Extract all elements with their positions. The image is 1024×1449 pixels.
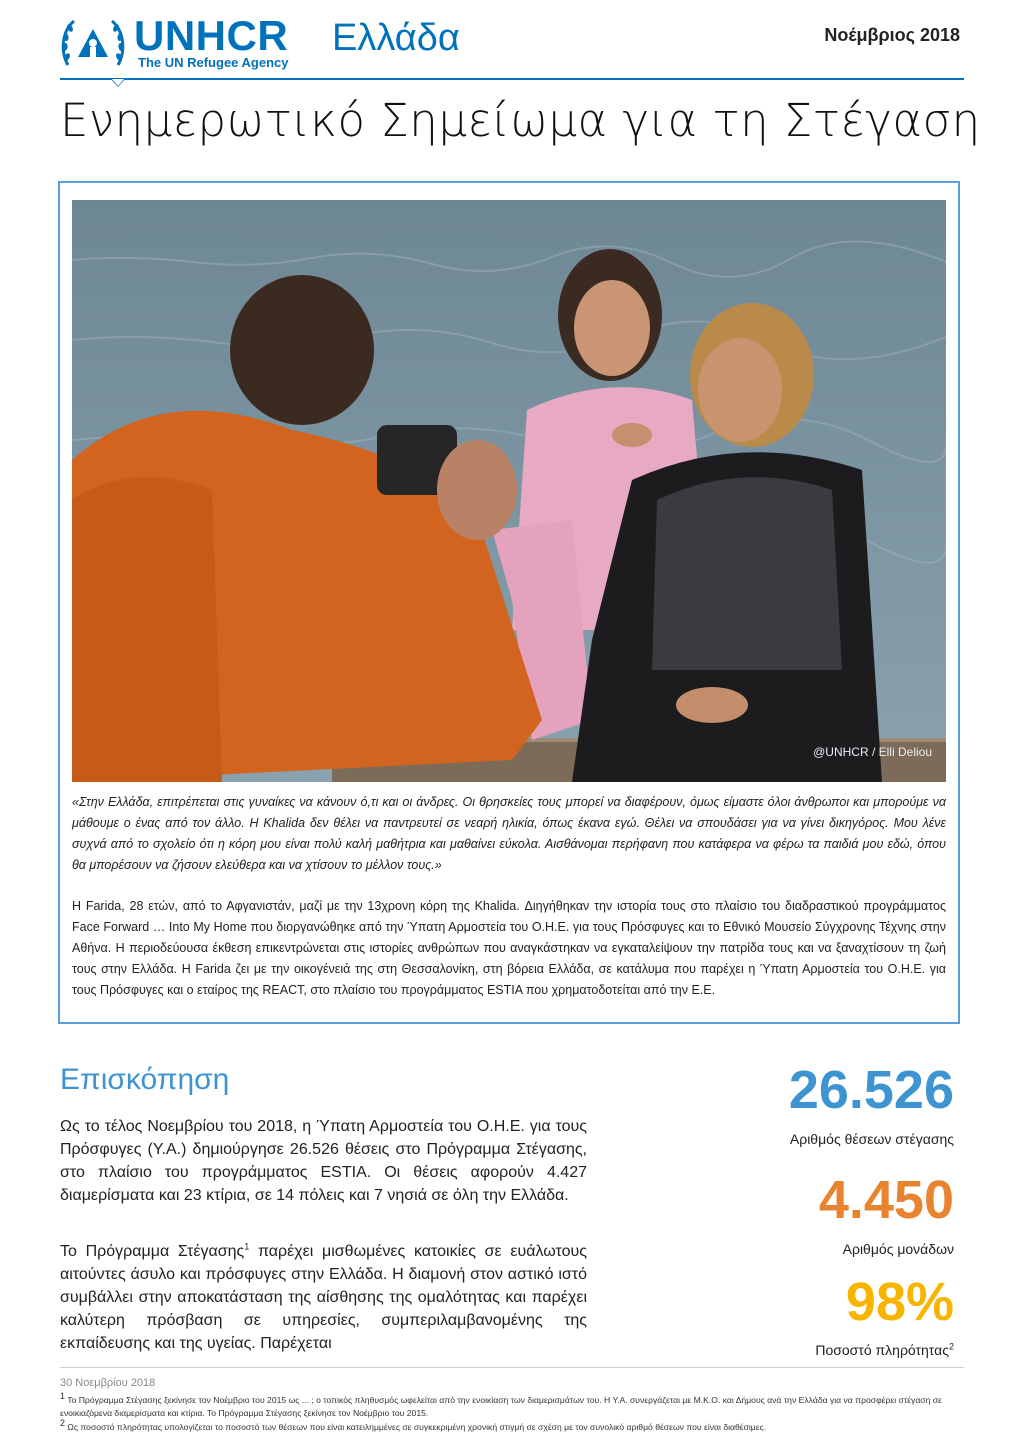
unhcr-emblem-icon bbox=[58, 13, 128, 73]
org-logo-text: UNHCR bbox=[134, 12, 289, 59]
feature-caption: Η Farida, 28 ετών, από το Αφγανιστάν, μαζί με την 13χρονη κόρη της Khalida. Διηγήθηκαν την ιστορία τους στο πλαίσιο του διαδραστικού προγράμματος Face Forward … Into My Home που διοργανώθηκε από την Ύπατη Αρμοστεία του Ο.Η.Ε. για τους Πρόσφυγες και το Εθνικό Μουσείο Σύγχρονης Τέχνης στην Αθήνα. Η περιοδεύουσα έκθεση επικεντρώνεται στις ιστορίες ανθρώπων που αναγκάστηκαν να εγκαταλείψουν την πατρίδα τους και να ξαναχτίσουν τη ζωή τους στην Ελλάδα. Η Farida ζει με την οικογένειά της στη Θεσσαλονίκη, στη βόρεια Ελλάδα, σε κατάλυμα που παρέχει η Ύπατη Αρμοστεία του Ο.Η.Ε. για τους Πρόσφυγες και ο εταίρος της REACT, στο πλαίσιο του προγράμματος ESTIA που χρηματοδοτείται από την Ε.Ε. bbox=[72, 899, 946, 997]
country-label: Ελλάδα bbox=[332, 17, 460, 59]
photo-credit: @UNHCR / Elli Deliou bbox=[813, 745, 932, 759]
footnote-2: $^2$ Ως ποσοστό πληρότητας υπολογίζεται το ποσοστό των θέσεων που είναι κατειλημμένες σε συγκεκριμένη χρονική στιγμή σε σχέση με τον συνολικό αριθμό θέσεων που είναι διαθέσιμες. bbox=[60, 1418, 767, 1432]
stat-label-occupancy: Ποσοστό πληρότητας$^2$ bbox=[815, 1341, 954, 1358]
header-divider bbox=[60, 78, 964, 80]
footnote-1: $^1$ Το Πρόγραμμα Στέγασης ξεκίνησε τον Νοέμβριο του 2015 ως ... ; ο τοπικός πληθυσμός ωφελείται από την ενοικίαση των διαμερισμάτων του. Η Υ.Α. συνεργάζεται με Μ.Κ.Ο. και Δήμους ανά την Ελλάδα για να προσφέρει στέγαση σε ενοικιαζόμενα διαμερίσματα και κτίρια. Το Πρόγραμμα Στέγασης ξεκίνησε τον Νοέμβριο του 2015. bbox=[60, 1391, 942, 1418]
stat-value-places: 26.526 bbox=[788, 1060, 954, 1120]
overview-paragraph: Ως το τέλος Νοεμβρίου του 2018, η Ύπατη Αρμοστεία του Ο.Η.Ε. για τους Πρόσφυγες (Υ.Α.) δημιούργησε 26.526 θέσεις στο Πρόγραμμα Στέγασης, στο πλαίσιο του προγράμματος ESTIA. Οι θέσεις αφορούν 4.427 διαμερίσματα και 23 κτίρια, σε 14 πόλεις και 7 νησιά σε όλη την Ελλάδα. bbox=[60, 1118, 587, 1204]
page-title: Ενημερωτικό Σημείωμα για τη Στέγαση bbox=[60, 94, 981, 147]
stat-value-occupancy: 98% bbox=[845, 1272, 954, 1332]
feature-photo bbox=[72, 200, 946, 782]
stat-label-units: Αριθμός μονάδων bbox=[842, 1241, 954, 1257]
footnote-ref: 1 bbox=[244, 1241, 250, 1252]
footer-divider bbox=[60, 1367, 964, 1368]
footer-date: 30 Νοεμβρίου 2018 bbox=[60, 1377, 156, 1389]
footnote-ref: 2 bbox=[948, 1341, 954, 1352]
section-title-overview: Επισκόπηση bbox=[60, 1063, 230, 1096]
report-month: Νοέμβριος 2018 bbox=[824, 25, 960, 45]
stat-value-units: 4.450 bbox=[818, 1170, 954, 1230]
org-tagline: The UN Refugee Agency bbox=[138, 55, 289, 70]
overview-paragraph: Το Πρόγραμμα Στέγασης$^1$ παρέχει μισθωμένες κατοικίες σε ευάλωτους αιτούντες άσυλο και πρόσφυγες στην Ελλάδα. Η διαμονή στον αστικό ιστό συμβάλλει στην αποκατάσταση της αίσθησης της ομαλότητας και παρέχει καλύτερη πρόσβαση σε υπηρεσίες, συμπεριλαμβανομένης της εκπαίδευσης και της υγείας. Παρέχεται bbox=[60, 1241, 587, 1352]
stat-label-places: Αριθμός θέσεων στέγασης bbox=[789, 1131, 954, 1147]
feature-quote: «Στην Ελλάδα, επιτρέπεται στις γυναίκες να κάνουν ό,τι και οι άνδρες. Οι θρησκείες τους μπορεί να διαφέρουν, όμως είμαστε όλοι άνθρωποι και μπορούμε να μάθουμε ο ένας από τον άλλο. Η Khalida δεν θέλει να παντρευτεί σε νεαρή ηλικία, όπως έκανα εγώ. Θέλει να σπουδάσει για να γίνει δικηγόρος. Μου λένε συχνά από το σχολείο ότι η κόρη μου είναι πολύ καλή μαθήτρια και μαθαίνει εύκολα. Αισθάνομαι περήφανη που κατάφερα να φέρω τα παιδιά μου εδώ, όπου θα μπορέσουν να ζήσουν ελεύθερα και να χτίσουν το μέλλον τους.» bbox=[72, 795, 946, 872]
